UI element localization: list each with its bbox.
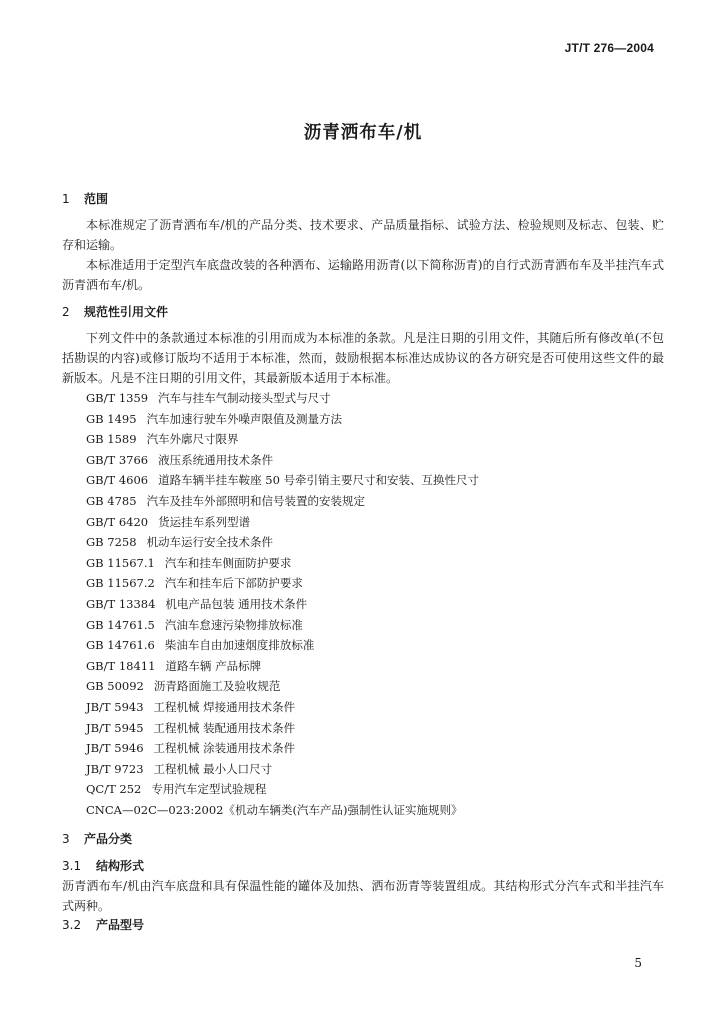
reference-code: JB/T 5943 [86, 699, 144, 714]
reference-title: 汽车加速行驶车外噪声限值及测量方法 [146, 411, 343, 426]
section-1-heading [62, 190, 664, 209]
reference-title: 道路车辆半挂车鞍座 50 号牵引销主要尺寸和安装、互换性尺寸 [158, 473, 480, 488]
reference-title: 道路车辆 产品标牌 [165, 658, 262, 673]
list-item [86, 429, 664, 450]
paragraph: 本标准适用于定型汽车底盘改装的各种洒布、运输路用沥青(以下简称沥青)的自行式沥青洒布车及半挂汽车式沥青洒布车/机。 [62, 258, 664, 292]
reference-list [62, 388, 664, 820]
list-item [86, 573, 664, 594]
section-number: 3 [62, 832, 70, 847]
list-item [86, 409, 664, 430]
list-item [86, 759, 664, 780]
reference-title: 汽车及挂车外部照明和信号装置的安装规定 [146, 493, 366, 508]
reference-title: 机动车运行安全技术条件 [146, 535, 274, 550]
list-item [86, 718, 664, 739]
list-item [86, 553, 664, 574]
standard-code: JT/T 276—2004 [564, 41, 654, 55]
reference-code: GB 11567.1 [86, 555, 155, 570]
reference-code: GB 7258 [86, 535, 137, 550]
reference-code: JB/T 5946 [86, 741, 144, 756]
list-item [86, 656, 664, 677]
reference-code: QC/T 252 [86, 782, 142, 797]
subsection-3-1-heading [62, 857, 664, 876]
reference-title: 沥青路面施工及验收规范 [153, 679, 281, 694]
reference-title: 汽车外廓尺寸限界 [146, 432, 239, 447]
reference-title: 汽车与挂车气制动接头型式与尺寸 [158, 391, 331, 405]
section-title: 范围 [84, 192, 109, 206]
reference-title: 机电产品包装 通用技术条件 [165, 596, 308, 611]
section-3-heading [62, 830, 664, 849]
subsection-number: 3.1 [62, 859, 82, 874]
subsection-title: 产品型号 [96, 918, 145, 933]
subsection-number: 3.2 [62, 918, 82, 933]
list-item [86, 450, 664, 471]
list-item [86, 615, 664, 636]
list-item [86, 676, 664, 697]
reference-title: 工程机械 最小人口尺寸 [153, 761, 273, 776]
section-number: 1 [62, 192, 70, 206]
section-title: 产品分类 [84, 832, 133, 847]
list-item [86, 512, 664, 533]
reference-title: 柴油车自由加速烟度排放标准 [164, 638, 315, 653]
reference-code: GB/T 4606 [86, 473, 149, 488]
section-2-heading [62, 303, 664, 322]
list-item [86, 697, 664, 718]
reference-title: 工程机械 装配通用技术条件 [153, 720, 296, 735]
list-item [86, 635, 664, 656]
reference-title: 工程机械 焊接通用技术条件 [153, 699, 296, 714]
reference-code: GB 50092 [86, 679, 144, 694]
reference-code: JB/T 5945 [86, 720, 144, 735]
reference-title: 液压系统通用技术条件 [158, 452, 274, 467]
subsection-3-2-heading [62, 916, 664, 935]
list-item [86, 779, 664, 800]
document-title: 沥青洒布车/机 [303, 123, 423, 143]
list-item [86, 532, 664, 553]
reference-title: 汽车和挂车后下部防护要求 [164, 576, 303, 591]
reference-title: 货运挂车系列型谱 [158, 514, 251, 529]
paragraph: 下列文件中的条款通过本标准的引用而成为本标准的条款。凡是注日期的引用文件，其随后所有修改单(不包括勘误的内容)或修订版均不适用于本标准，然而，鼓励根据本标准达成协议的各方研究是否可使用这些文件的最新版本。凡是不注日期的引用文件，其最新版本适用于本标准。 [62, 331, 664, 385]
document-body [62, 190, 664, 935]
reference-title: 汽油车怠速污染物排放标准 [164, 617, 303, 632]
reference-code: GB 14761.5 [86, 617, 155, 632]
section-title: 规范性引用文件 [84, 305, 169, 319]
list-item [86, 594, 664, 615]
reference-code: GB 11567.2 [86, 576, 155, 591]
list-item [86, 800, 664, 821]
list-item [86, 388, 664, 409]
reference-code: GB 1495 [86, 411, 137, 426]
reference-code: GB/T 13384 [86, 596, 156, 611]
reference-code: GB/T 18411 [86, 658, 156, 673]
subsection-title: 结构形式 [96, 859, 145, 874]
page-number: 5 [634, 956, 642, 970]
reference-code: GB 14761.6 [86, 638, 155, 653]
reference-code: GB/T 1359 [86, 391, 149, 405]
reference-title: 汽车和挂车侧面防护要求 [164, 555, 292, 570]
reference-title: 《机动车辆类(汽车产品)强制性认证实施规则》 [223, 802, 463, 817]
reference-code: GB/T 6420 [86, 514, 149, 529]
paragraph: 本标准规定了沥青洒布车/机的产品分类、技术要求、产品质量指标、试验方法、检验规则及标志、包装、贮存和运输。 [62, 218, 664, 252]
reference-code: GB 1589 [86, 432, 137, 447]
reference-code: CNCA—02C—023:2002 [86, 802, 224, 817]
section-number: 2 [62, 305, 70, 319]
reference-title: 工程机械 涂装通用技术条件 [153, 741, 296, 756]
reference-code: GB 4785 [86, 493, 137, 508]
list-item [86, 491, 664, 512]
list-item [86, 470, 664, 491]
paragraph: 沥青洒布车/机由汽车底盘和具有保温性能的罐体及加热、洒布沥青等装置组成。其结构形式分汽车式和半挂汽车式两种。 [62, 879, 664, 914]
list-item [86, 738, 664, 759]
reference-title: 专用汽车定型试验规程 [151, 782, 267, 797]
reference-code: GB/T 3766 [86, 452, 149, 467]
reference-code: JB/T 9723 [86, 761, 144, 776]
